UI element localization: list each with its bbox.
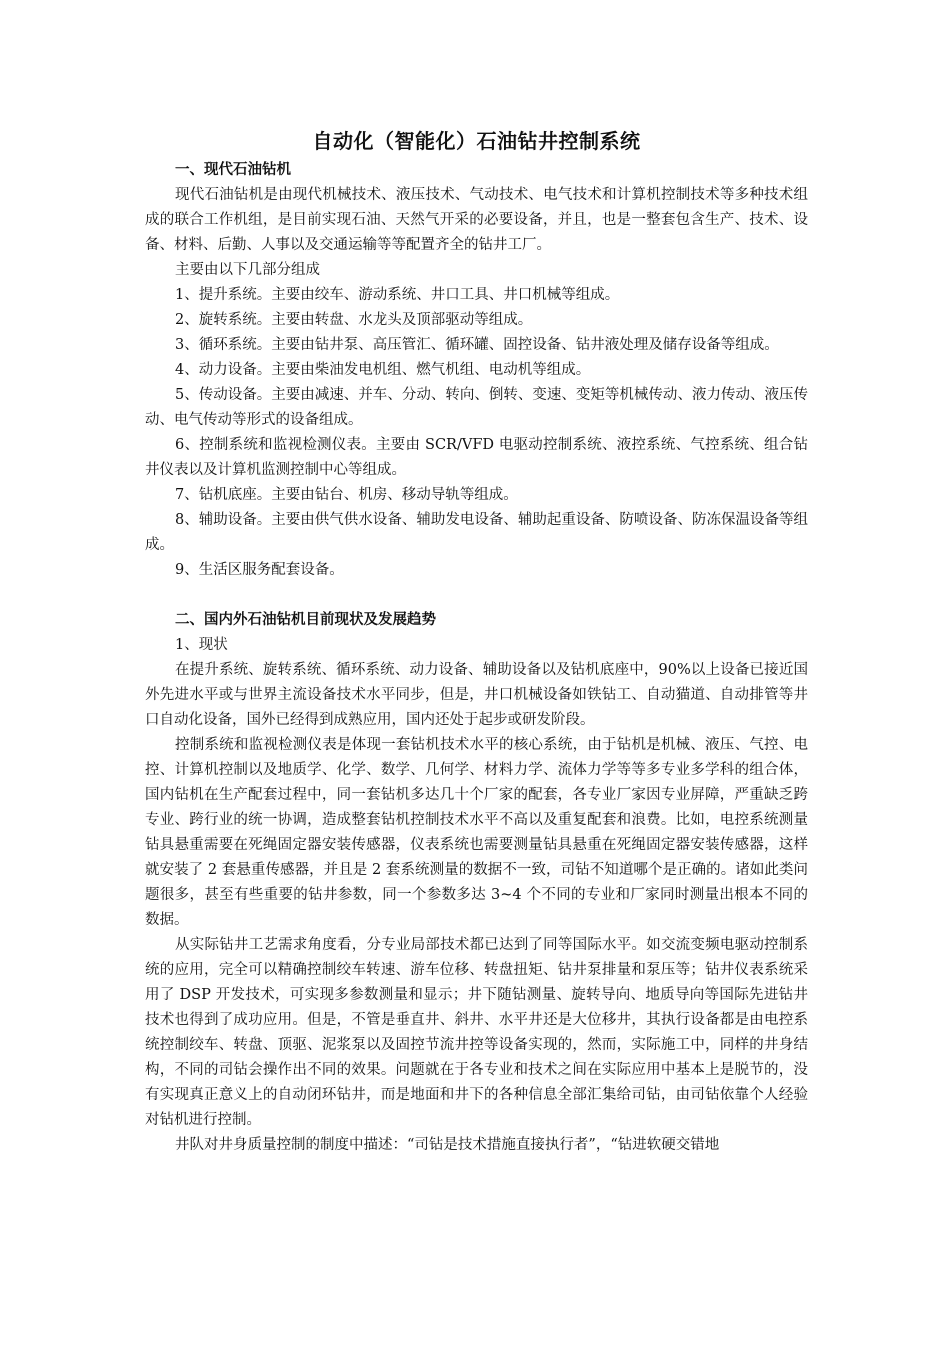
component-item-3: 3、循环系统。主要由钻井泵、高压管汇、循环罐、固控设备、钻井液处理及储存设备等组成。 <box>175 337 779 353</box>
section-spacer <box>145 583 808 608</box>
document-body <box>145 126 808 1158</box>
status-paragraph-4: 井队对井身质量控制的制度中描述：“司钻是技术措施直接执行者”，“钻进软硬交错地 <box>175 1137 720 1153</box>
status-paragraph-3: 从实际钻井工艺需求角度看，分专业局部技术都已达到了同等国际水平。如交流变频电驱动控制系统的应用，完全可以精确控制绞车转速、游车位移、转盘扭矩、钻井泵排量和泵压等；钻井仪表系统采用了 DSP 开发技术，可实现多参数测量和显示；井下随钻测量、旋转导向、地质导向等国际先进钻井技术也得到了成功应用。但是，不管是垂直井、斜井、水平井还是大位移井，其执行设备都是由电控系统控制绞车、转盘、顶驱、泥浆泵以及固控节流井控等设备实现的，然而，实际施工中，同样的井身结构，不同的司钻会操作出不同的效果。问题就在于各专业和技术之间在实际应用中基本上是脱节的，没有实现真正意义上的自动闭环钻井，而是地面和井下的各种信息全部汇集给司钻，由司钻依靠个人经验对钻机进行控制。 <box>145 937 808 1128</box>
section-1-intro: 现代石油钻机是由现代机械技术、液压技术、气动技术、电气技术和计算机控制技术等多种技术组成的联合工作机组，是目前实现石油、天然气开采的必要设备，并且，也是一整套包含生产、技术、设备、材料、后勤、人事以及交通运输等等配置齐全的钻井工厂。 <box>145 187 808 253</box>
component-item-9: 9、生活区服务配套设备。 <box>175 562 344 578</box>
section-1-heading: 一、现代石油钻机 <box>175 162 291 178</box>
section-2-subheading: 1、现状 <box>175 637 228 653</box>
document-title: 自动化（智能化）石油钻井控制系统 <box>312 129 641 153</box>
section-2-heading: 二、国内外石油钻机目前现状及发展趋势 <box>175 612 436 628</box>
section-1-lead: 主要由以下几部分组成 <box>175 262 320 278</box>
component-item-7: 7、钻机底座。主要由钻台、机房、移动导轨等组成。 <box>175 487 518 503</box>
status-paragraph-1: 在提升系统、旋转系统、循环系统、动力设备、辅助设备以及钻机底座中，90%以上设备已接近国外先进水平或与世界主流设备技术水平同步，但是，井口机械设备如铁钻工、自动猫道、自动排管等井口自动化设备，国外已经得到成熟应用，国内还处于起步或研发阶段。 <box>145 662 808 728</box>
component-item-8: 8、辅助设备。主要由供气供水设备、辅助发电设备、辅助起重设备、防喷设备、防冻保温设备等组成。 <box>145 512 808 553</box>
component-item-1: 1、提升系统。主要由绞车、游动系统、井口工具、井口机械等组成。 <box>175 287 620 303</box>
component-item-6: 6、控制系统和监视检测仪表。主要由 SCR/VFD 电驱动控制系统、液控系统、气控系统、组合钻井仪表以及计算机监测控制中心等组成。 <box>145 437 808 478</box>
status-paragraph-2: 控制系统和监视检测仪表是体现一套钻机技术水平的核心系统，由于钻机是机械、液压、气控、电控、计算机控制以及地质学、化学、数学、几何学、材料力学、流体力学等等多专业多学科的组合体，国内钻机在生产配套过程中，同一套钻机多达几十个厂家的配套，各专业厂家因专业屏障，严重缺乏跨专业、跨行业的统一协调，造成整套钻机控制技术水平不高以及重复配套和浪费。比如，电控系统测量钻具悬重需要在死绳固定器安装传感器，仪表系统也需要测量钻具悬重在死绳固定器安装传感器，这样就安装了 2 套悬重传感器，并且是 2 套系统测量的数据不一致，司钻不知道哪个是正确的。诸如此类问题很多，甚至有些重要的钻井参数，同一个参数多达 3~4 个不同的专业和厂家同时测量出根本不同的数据。 <box>145 737 808 928</box>
component-item-2: 2、旋转系统。主要由转盘、水龙头及顶部驱动等组成。 <box>175 312 533 328</box>
component-item-4: 4、动力设备。主要由柴油发电机组、燃气机组、电动机等组成。 <box>175 362 591 378</box>
component-item-5: 5、传动设备。主要由减速、并车、分动、转向、倒转、变速、变矩等机械传动、液力传动、液压传动、电气传动等形式的设备组成。 <box>145 387 808 428</box>
